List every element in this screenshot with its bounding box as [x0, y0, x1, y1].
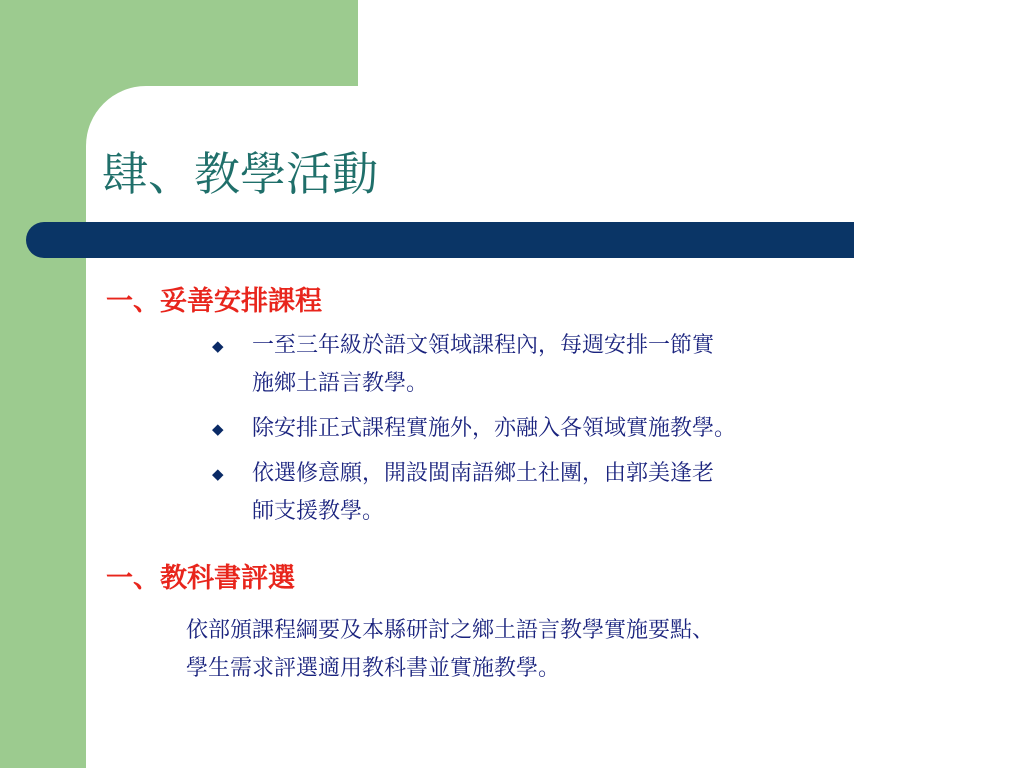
- paragraph-line: 學生需求評選適用教科書並實施教學。: [186, 656, 561, 681]
- diamond-bullet-icon: ◆: [212, 420, 224, 438]
- bullet-text: [252, 327, 952, 403]
- bullet-line: 施鄉土語言教學。: [252, 371, 429, 396]
- bullet-item: [212, 455, 952, 531]
- title-divider-bar: [26, 222, 854, 258]
- diamond-bullet-icon: ◆: [212, 337, 224, 355]
- bullet-item: [212, 327, 952, 403]
- bullet-item: [212, 410, 952, 448]
- bullet-line: 師支援教學。: [252, 499, 385, 524]
- section-heading-textbook-selection: 一、教科書評選: [106, 563, 295, 594]
- paragraph-line: 依部頒課程綱要及本縣研討之鄉土語言教學實施要點、: [186, 618, 715, 643]
- bullet-text: [252, 410, 952, 448]
- bullet-line: 依選修意願，開設閩南語鄉土社團，由郭美逢老: [252, 461, 715, 486]
- bullet-text: [252, 455, 952, 531]
- bullet-line: 一至三年級於語文領域課程內，每週安排一節實: [252, 333, 715, 358]
- diamond-bullet-icon: ◆: [212, 465, 224, 483]
- slide-title: 肆、教學活動: [102, 147, 378, 201]
- textbook-selection-paragraph: [186, 612, 946, 688]
- bullet-line: 除安排正式課程實施外，亦融入各領域實施教學。: [252, 416, 737, 441]
- section-heading-course-arrangement: 一、妥善安排課程: [106, 286, 322, 317]
